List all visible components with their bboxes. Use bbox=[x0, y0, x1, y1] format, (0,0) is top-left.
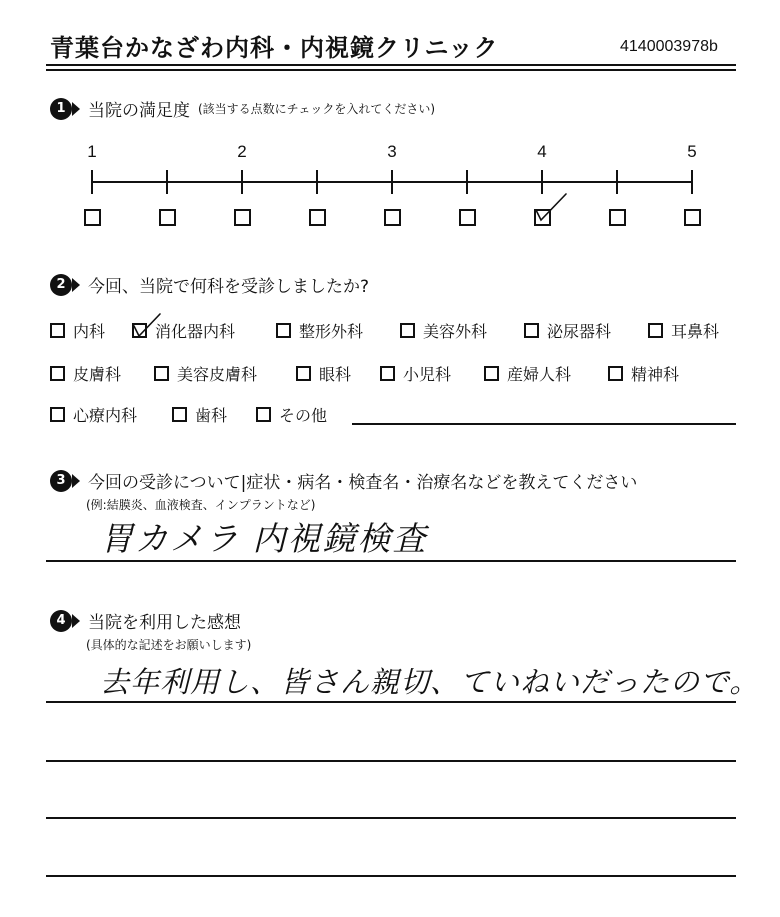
q3-title: 今回の受診について|症状・病名・検査名・治療名などを教えてください bbox=[88, 473, 638, 493]
checkbox[interactable] bbox=[276, 323, 291, 338]
dept-option[interactable]: 耳鼻科 bbox=[648, 319, 719, 342]
scale-label-3: 3 bbox=[387, 142, 397, 161]
form-id: 4140003978b bbox=[620, 38, 718, 55]
q4-title: 当院を利用した感想 bbox=[88, 613, 241, 633]
satisfaction-checkbox[interactable] bbox=[234, 209, 251, 226]
q4-header bbox=[50, 608, 241, 633]
q3-answer-line[interactable] bbox=[46, 560, 736, 562]
dept-option[interactable]: 美容外科 bbox=[400, 319, 487, 342]
q3-handwritten-answer: 胃カメラ 内視鏡検査 bbox=[100, 519, 428, 558]
q4-answer-line-1[interactable] bbox=[46, 701, 736, 703]
checkbox[interactable] bbox=[50, 323, 65, 338]
satisfaction-checkbox[interactable] bbox=[609, 209, 626, 226]
q3-note: (例:結膜炎、血液検査、インプラントなど) bbox=[86, 498, 316, 512]
dept-option[interactable]: その他 bbox=[256, 403, 327, 426]
q2-title: 今回、当院で何科を受診しましたか? bbox=[88, 277, 370, 297]
q3-header bbox=[50, 468, 637, 493]
scale-label-2: 2 bbox=[237, 142, 247, 161]
dept-option[interactable]: 心療内科 bbox=[50, 403, 137, 426]
dept-option[interactable]: 消化器内科 bbox=[132, 319, 235, 342]
scale-label-4: 4 bbox=[537, 142, 547, 161]
handwritten-check-mark-icon bbox=[130, 310, 166, 340]
checkbox[interactable] bbox=[154, 366, 169, 381]
dept-option[interactable]: 整形外科 bbox=[276, 319, 363, 342]
scale-label-1: 1 bbox=[87, 142, 97, 161]
satisfaction-checkbox[interactable] bbox=[309, 209, 326, 226]
q4-note: (具体的な記述をお願いします) bbox=[86, 638, 252, 652]
checkbox[interactable] bbox=[400, 323, 415, 338]
header-rule-bottom bbox=[46, 69, 736, 71]
dept-option[interactable]: 眼科 bbox=[296, 362, 351, 385]
other-write-in-line[interactable] bbox=[352, 423, 736, 425]
q3-arrow-icon bbox=[72, 474, 80, 488]
q1-note: (該当する点数にチェックを入れてください) bbox=[198, 102, 436, 116]
handwritten-check-mark-icon bbox=[530, 190, 570, 226]
satisfaction-checkbox[interactable] bbox=[684, 209, 701, 226]
dept-option[interactable]: 産婦人科 bbox=[484, 362, 571, 385]
satisfaction-checkbox[interactable] bbox=[84, 209, 101, 226]
checkbox[interactable] bbox=[484, 366, 499, 381]
satisfaction-checkbox[interactable] bbox=[159, 209, 176, 226]
header-rule-top bbox=[46, 64, 736, 66]
dept-option[interactable]: 皮膚科 bbox=[50, 362, 121, 385]
checkbox[interactable] bbox=[608, 366, 623, 381]
q1-header bbox=[50, 96, 435, 121]
satisfaction-scale bbox=[80, 162, 704, 202]
checkbox[interactable] bbox=[648, 323, 663, 338]
q1-arrow-icon bbox=[72, 102, 80, 116]
dept-option[interactable]: 泌尿器科 bbox=[524, 319, 611, 342]
q2-header bbox=[50, 272, 369, 297]
dept-option[interactable]: 内科 bbox=[50, 319, 105, 342]
scale-label-5: 5 bbox=[687, 142, 697, 161]
q4-answer-line-4[interactable] bbox=[46, 875, 736, 877]
dept-option[interactable]: 小児科 bbox=[380, 362, 451, 385]
checkbox[interactable] bbox=[296, 366, 311, 381]
q4-answer-line-3[interactable] bbox=[46, 817, 736, 819]
q1-title: 当院の満足度 bbox=[88, 101, 190, 121]
q2-number-badge: 2 bbox=[50, 274, 72, 296]
checkbox[interactable] bbox=[50, 407, 65, 422]
dept-option[interactable]: 歯科 bbox=[172, 403, 227, 426]
checkbox[interactable] bbox=[50, 366, 65, 381]
dept-option[interactable]: 美容皮膚科 bbox=[154, 362, 257, 385]
satisfaction-checkbox[interactable] bbox=[459, 209, 476, 226]
q4-number-badge: 4 bbox=[50, 610, 72, 632]
checkbox[interactable] bbox=[380, 366, 395, 381]
q1-number-badge: 1 bbox=[50, 98, 72, 120]
q2-arrow-icon bbox=[72, 278, 80, 292]
q3-number-badge: 3 bbox=[50, 470, 72, 492]
q4-answer-line-2[interactable] bbox=[46, 760, 736, 762]
page-title: 青葉台かなざわ内科・内視鏡クリニック bbox=[50, 34, 499, 62]
checkbox[interactable] bbox=[172, 407, 187, 422]
q4-arrow-icon bbox=[72, 614, 80, 628]
checkbox[interactable] bbox=[256, 407, 271, 422]
q4-handwritten-answer: 去年利用し、皆さん親切、ていねいだったので。 bbox=[100, 665, 760, 699]
satisfaction-checkbox[interactable] bbox=[384, 209, 401, 226]
dept-option[interactable]: 精神科 bbox=[608, 362, 679, 385]
checkbox[interactable] bbox=[524, 323, 539, 338]
